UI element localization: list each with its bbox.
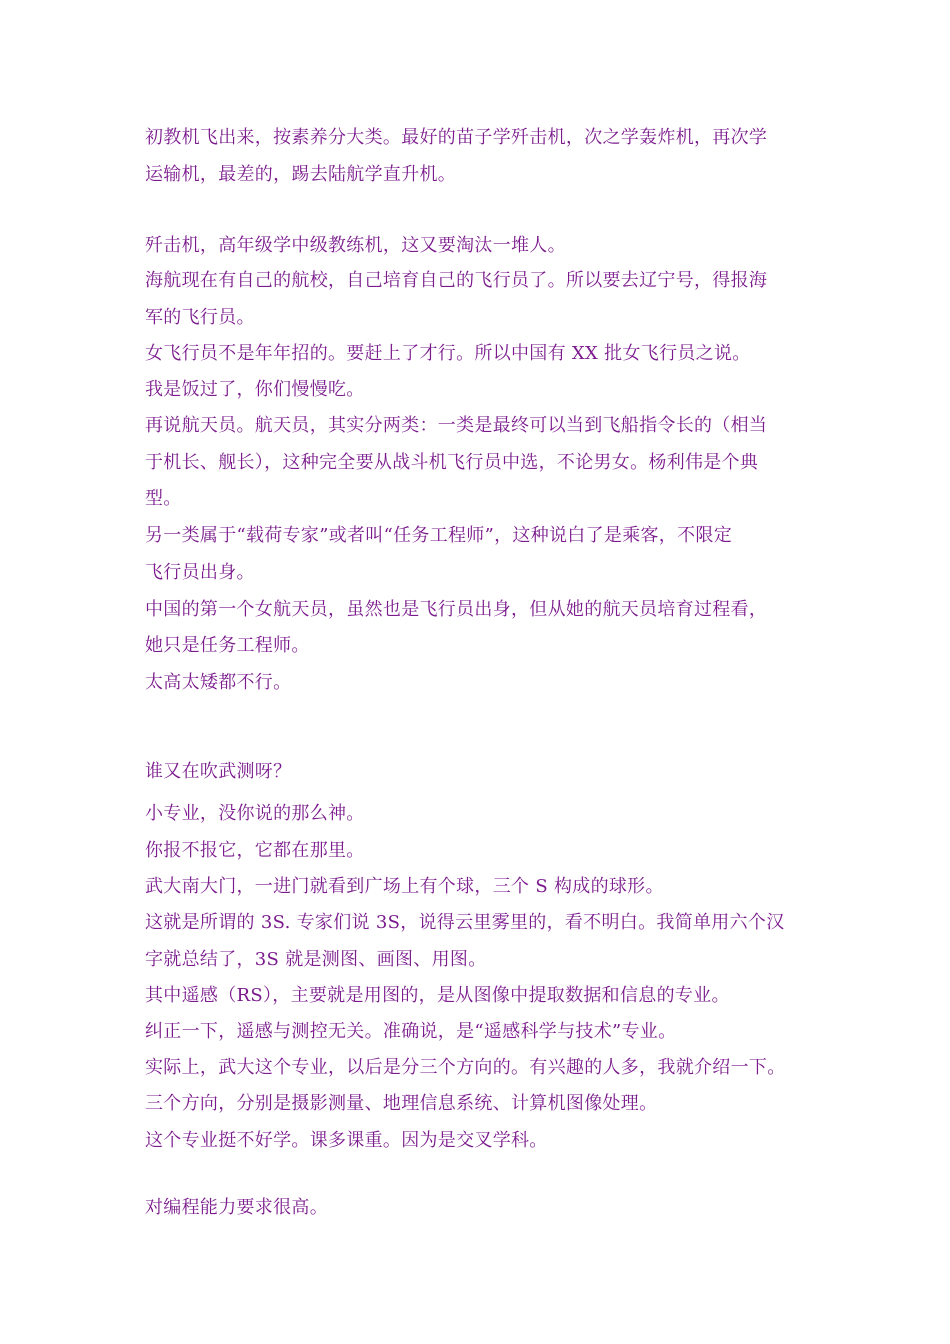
text-line: 太高太矮都不行。 bbox=[145, 672, 292, 693]
text-line: 小专业，没你说的那么神。 bbox=[145, 803, 365, 824]
text-line: 军的飞行员。 bbox=[145, 307, 255, 328]
text-line: 纠正一下，遥感与测控无关。准确说，是“遥感科学与技术”专业。 bbox=[145, 1021, 677, 1042]
text-line: 海航现在有自己的航校，自己培育自己的飞行员了。所以要去辽宁号，得报海 bbox=[145, 270, 768, 291]
text-line: 再说航天员。航天员，其实分两类：一类是最终可以当到飞船指令长的（相当 bbox=[145, 415, 768, 436]
text-line: 三个方向，分别是摄影测量、地理信息系统、计算机图像处理。 bbox=[145, 1093, 658, 1114]
text-line: 字就总结了，3S 就是测图、画图、用图。 bbox=[145, 949, 487, 970]
text-line: 于机长、舰长），这种完全要从战斗机飞行员中选，不论男女。杨利伟是个典 bbox=[145, 452, 759, 473]
text-line: 武大南大门，一进门就看到广场上有个球，三个 S 构成的球形。 bbox=[145, 876, 664, 897]
text-line: 飞行员出身。 bbox=[145, 562, 255, 583]
text-line: 你报不报它，它都在那里。 bbox=[145, 840, 365, 861]
text-line: 初教机飞出来，按素养分大类。最好的苗子学歼击机，次之学轰炸机，再次学 bbox=[145, 127, 768, 148]
text-line: 这就是所谓的 3S. 专家们说 3S，说得云里雾里的，看不明白。我简单用六个汉 bbox=[145, 912, 785, 933]
text-line: 对编程能力要求很高。 bbox=[145, 1197, 328, 1218]
text-line: 中国的第一个女航天员，虽然也是飞行员出身，但从她的航天员培育过程看， bbox=[145, 599, 768, 620]
text-line: 型。 bbox=[145, 488, 182, 509]
text-line: 实际上，武大这个专业，以后是分三个方向的。有兴趣的人多，我就介绍一下。 bbox=[145, 1057, 786, 1078]
text-line: 运输机，最差的，踢去陆航学直升机。 bbox=[145, 164, 457, 185]
text-line: 谁又在吹武测呀？ bbox=[145, 761, 292, 782]
text-line: 歼击机，高年级学中级教练机，这又要淘汰一堆人。 bbox=[145, 235, 566, 256]
text-line: 她只是任务工程师。 bbox=[145, 635, 310, 656]
text-line: 其中遥感（RS），主要就是用图的，是从图像中提取数据和信息的专业。 bbox=[145, 985, 730, 1006]
text-line: 这个专业挺不好学。课多课重。因为是交叉学科。 bbox=[145, 1130, 548, 1151]
text-line: 女飞行员不是年年招的。要赶上了才行。所以中国有 XX 批女飞行员之说。 bbox=[145, 343, 751, 364]
text-line: 我是饭过了，你们慢慢吃。 bbox=[145, 379, 365, 400]
text-line: 另一类属于“载荷专家”或者叫“任务工程师”，这种说白了是乘客，不限定 bbox=[145, 525, 733, 546]
